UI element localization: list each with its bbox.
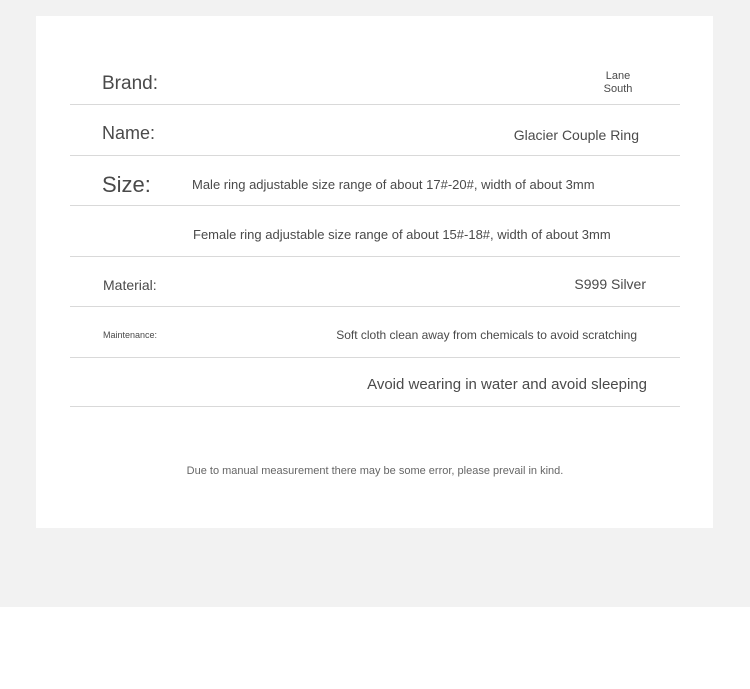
divider [70, 406, 680, 407]
material-value: S999 Silver [574, 276, 646, 292]
divider [70, 155, 680, 156]
size-male-value: Male ring adjustable size range of about 17#-20#, width of about 3mm [192, 177, 595, 192]
name-label: Name: [102, 123, 156, 143]
maintenance-value-1: Soft cloth clean away from chemicals to avoid scratching [336, 328, 637, 342]
divider [70, 306, 680, 307]
brand-label: Brand: [102, 73, 158, 94]
divider [70, 205, 680, 206]
maintenance-label: Maintenance: [103, 330, 158, 340]
maintenance-value-2: Avoid wearing in water and avoid sleeping [367, 376, 647, 393]
measurement-footnote: Due to manual measurement there may be some error, please prevail in kind. [186, 465, 564, 477]
material-label: Material: [103, 277, 157, 293]
size-female-value: Female ring adjustable size range of about 15#-18#, width of about 3mm [193, 227, 611, 242]
divider [166, 104, 680, 105]
divider [70, 357, 680, 358]
size-label: Size: [102, 172, 151, 197]
divider [70, 256, 680, 257]
divider [70, 104, 166, 105]
name-value: Glacier Couple Ring [513, 127, 639, 143]
brand-value: Lane South [603, 70, 633, 95]
